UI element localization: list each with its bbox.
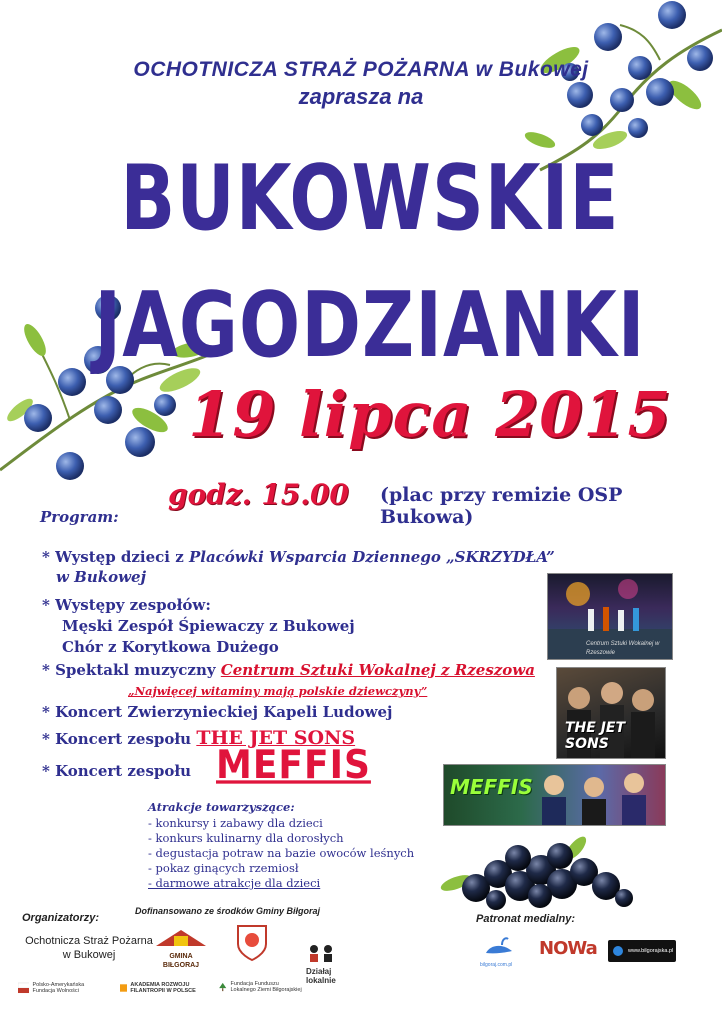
dzialaj-logo-text: Działaj lokalnie [306,967,336,985]
organizer-heading: OCHOTNICZA STRAŻ POŻARNA w Bukowej [133,58,589,81]
fundacja-ziemi-text: Fundacja Funduszu Lokalnego Ziemi Biłgorajskiej [230,981,302,993]
event-time: godz. 15.00 [168,478,349,511]
globe-icon [611,944,625,958]
attraction-item: - pokaz ginących rzemiosł [148,861,299,875]
program-item-6-prefix: * Koncert zespołu [42,762,192,780]
akademia-square-icon [120,982,127,994]
attractions-heading: Atrakcje towarzyszące: [148,800,295,814]
program-item-3-link[interactable]: Centrum Sztuki Wokalnej z Rzeszowa [220,661,535,679]
organizers-label: Organizatorzy: [22,912,100,924]
event-date: 19 lipca 2015 [188,378,672,451]
program-item-1-location: w Bukowej [56,568,146,586]
dzialaj-people-icon [306,943,336,963]
program-item-1-venue: Placówki Wsparcia Dziennego „SKRZYDŁA” [188,548,555,566]
organizer-name-line-1: Ochotnicza Straż Pożarna [25,935,153,947]
program-item-3 [42,661,535,679]
gmina-crest-icon [152,928,210,948]
invite-text: zaprasza na [298,84,424,109]
akademia-text: AKADEMIA ROZWOJU FILANTROPII W POLSCE [130,982,196,994]
attraction-item: - konkurs kulinarny dla dorosłych [148,831,344,845]
gmina-bilgoraj-logo[interactable] [152,928,210,969]
crest-shield-icon [234,922,270,962]
program-item-2: * Występy zespołów: [42,596,211,614]
bilgorajska-logo[interactable] [608,940,676,962]
program-item-1-prefix: * Występ dzieci z [42,548,189,566]
program-item-2-choir-1: Męski Zespół Śpiewaczy z Bukowej [62,617,355,635]
program-item-2-choir-2: Chór z Korytkowa Dużego [62,638,279,656]
program-item-4: * Koncert Zwierzynieckiej Kapeli Ludowej [42,703,393,721]
fundacja-wolnosci-logo[interactable] [18,978,104,998]
program-item-1 [42,548,555,566]
jet-sons-photo-caption: THE JET SONS [565,720,626,752]
fundacja-wolnosci-text: Polsko-Amerykańska Fundacja Wolności [32,982,85,994]
program-item-6 [42,762,191,780]
program-item-3-prefix: * Spektakl muzyczny [42,661,221,679]
organizer-name [14,934,164,962]
flag-icon [18,981,29,995]
attraction-item: - degustacja potraw na bazie owoców leśnych [148,846,415,860]
jet-sons-photo [556,667,666,759]
band-jet-sons[interactable]: THE JET SONS [196,727,356,749]
program-label: Program: [40,508,119,526]
title-line-2: JAGODZIANKI [94,272,646,377]
event-place: (plac przy remizie OSP Bukowa) [380,484,623,528]
akademia-logo[interactable] [120,978,208,998]
dzialaj-lokalnie-logo[interactable] [306,943,342,993]
patronat-label: Patronat medialny: [476,913,576,925]
swan-icon [480,935,520,957]
meffis-photo-caption: MEFFIS [450,775,533,799]
fundacja-ziemi-logo[interactable] [218,976,302,998]
nowa-logo-text: NOWa [539,938,597,959]
band-meffis-wrap [216,742,371,789]
title-line-1: BUKOWSKIE [120,145,620,250]
blueberry-pile [436,828,646,910]
organizer-name-line-2: w Bukowej [62,949,116,961]
bilgoraj-com-text: bilgoraj.com.pl [480,962,513,968]
choir-photo [547,573,673,660]
tree-icon [218,979,227,995]
band-meffis[interactable]: MEFFIS [216,742,371,789]
choir-photo-caption: Centrum Sztuki Wokalnej w Rzeszowie [586,641,660,656]
nowa-logo[interactable] [539,938,597,966]
meffis-photo [443,764,666,826]
attraction-item-link[interactable]: - darmowe atrakcje dla dzieci [148,876,321,890]
program-item-5-prefix: * Koncert zespołu [42,730,197,748]
gmina-logo-text: GMINA BIŁGORAJ [162,953,200,969]
program-item-3-subtitle: „Najwięcej witaminy mają polskie dziewczyny” [128,684,428,698]
bilgorajska-text: www.bilgorajska.pl [628,947,674,954]
funding-note: Dofinansowano ze środków Gminy Biłgoraj [135,906,321,916]
attraction-item: - konkursy i zabawy dla dzieci [148,816,323,830]
crest-logo[interactable] [234,922,270,962]
bilgoraj-com-logo[interactable] [480,935,528,967]
